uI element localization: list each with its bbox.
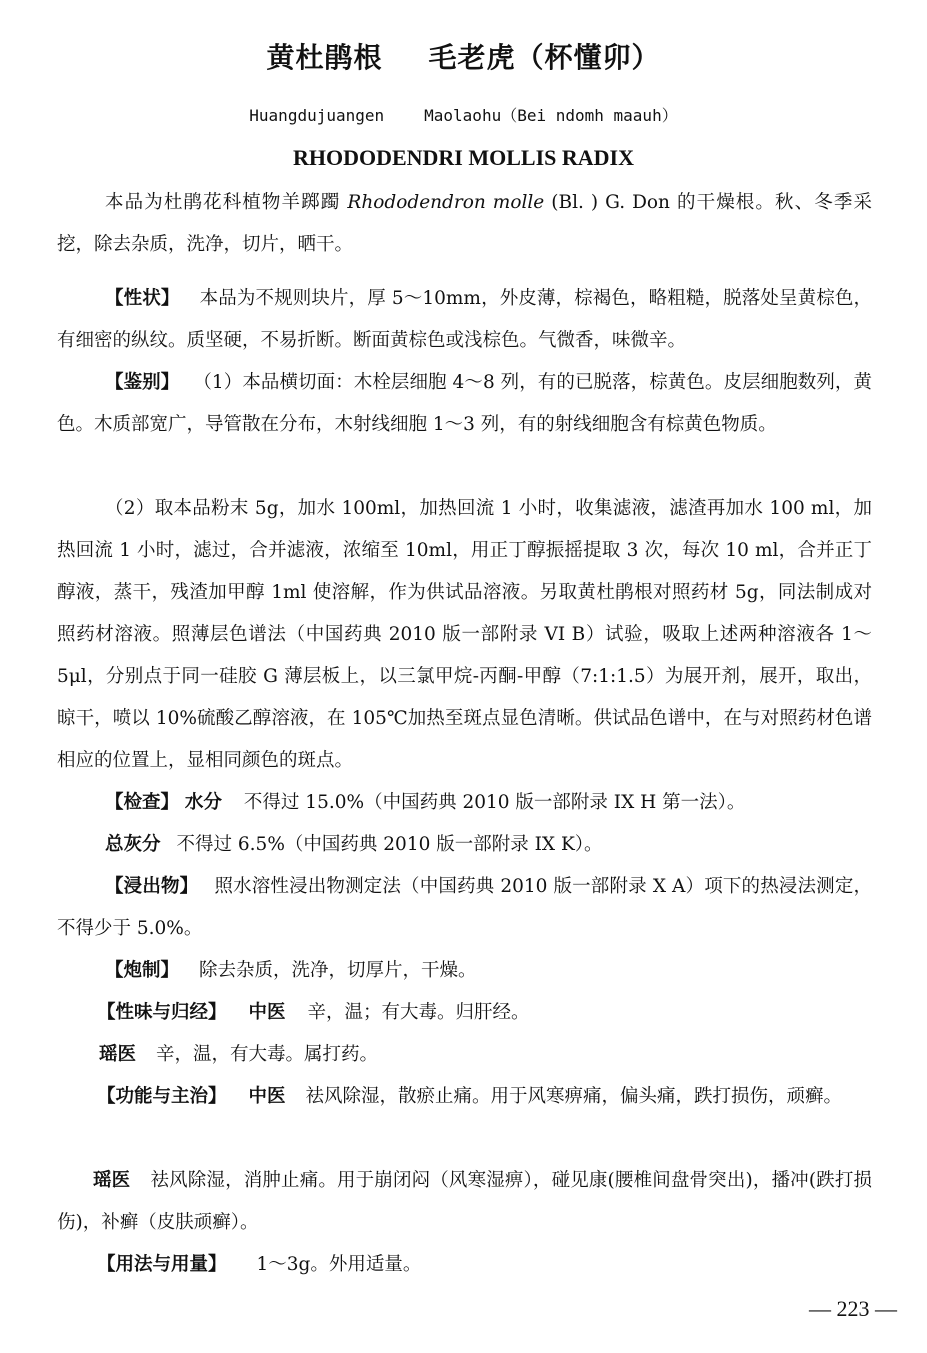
usage-paragraph bbox=[57, 1244, 872, 1286]
extract-text: 照水溶性浸出物测定法（中国药典 2010 版一部附录 X A）项下的热浸法测定，不得少于 5.0%。 bbox=[57, 876, 872, 939]
extract-paragraph bbox=[57, 866, 872, 950]
function-label: 【功能与主治】 bbox=[97, 1086, 227, 1107]
identification-paragraph-2 bbox=[57, 488, 872, 782]
title-pinyin bbox=[0, 103, 927, 126]
properties-paragraph bbox=[57, 278, 872, 362]
intro-text-pre: 本品为杜鹃花科植物羊踯躅 bbox=[105, 192, 348, 213]
properties-text: 本品为不规则块片，厚 5～10mm，外皮薄，棕褐色，略粗糙，脱落处呈黄棕色，有细密的纵纹。质坚硬，不易折断。断面黄棕色或浅棕色。气微香，味微辛。 bbox=[57, 288, 872, 351]
processing-paragraph bbox=[57, 950, 872, 992]
extract-label: 【浸出物】 bbox=[105, 876, 199, 897]
nature-tcm-text: 辛，温；有大毒。归肝经。 bbox=[307, 1002, 530, 1023]
ash-label: 总灰分 bbox=[105, 834, 161, 855]
title-latin: RHODODENDRI MOLLIS RADIX bbox=[292, 145, 635, 170]
intro-paragraph bbox=[57, 182, 872, 266]
function-yao-label: 瑶医 bbox=[93, 1170, 131, 1191]
intro-text-post: (Bl. ) G. Don 的干燥根。秋、冬季采挖，除去杂质，洗净，切片，晒干。 bbox=[57, 192, 872, 255]
processing-label: 【炮制】 bbox=[105, 960, 180, 981]
identification-label: 【鉴别】 bbox=[105, 372, 180, 393]
nature-yao-label: 瑶医 bbox=[99, 1044, 137, 1065]
herb-name-cn: 黄杜鹃根 bbox=[266, 41, 383, 74]
species-name: Rhododendron molle bbox=[347, 192, 545, 213]
function-paragraph bbox=[57, 1076, 872, 1118]
yao-name-cn: 毛老虎（杯懂卯） bbox=[428, 41, 661, 74]
function-yao-text: 祛风除湿，消肿止痛。用于崩闭闷（风寒湿痹），碰见康(腰椎间盘骨突出)，播冲(跌打损伤)，补癣（皮肤顽癣）。 bbox=[57, 1170, 872, 1233]
ash-paragraph bbox=[57, 824, 872, 866]
usage-label: 【用法与用量】 bbox=[97, 1254, 227, 1275]
identification-paragraph-1 bbox=[57, 362, 872, 446]
nature-yao-text: 辛，温，有大毒。属打药。 bbox=[156, 1044, 379, 1065]
inspection-label: 【检查】 bbox=[105, 792, 180, 813]
page-number: — 223 — bbox=[809, 1296, 897, 1321]
function-tcm-text: 祛风除湿，散瘀止痛。用于风寒痹痛，偏头痛，跌打损伤，顽癣。 bbox=[305, 1086, 843, 1107]
nature-tcm-label: 中医 bbox=[248, 1002, 286, 1023]
herb-name-pinyin: Huangdujuangen bbox=[249, 106, 385, 125]
processing-text: 除去杂质，洗净，切厚片，干燥。 bbox=[199, 960, 477, 981]
nature-paragraph bbox=[57, 992, 872, 1034]
properties-label: 【性状】 bbox=[105, 288, 180, 309]
moisture-label: 水分 bbox=[184, 792, 222, 813]
inspection-paragraph bbox=[57, 782, 872, 824]
function-yao-paragraph bbox=[57, 1160, 872, 1244]
yao-name-pinyin: Maolaohu（Bei ndomh maauh） bbox=[424, 106, 678, 125]
nature-label: 【性味与归经】 bbox=[97, 1002, 227, 1023]
function-tcm-label: 中医 bbox=[248, 1086, 286, 1107]
identification-text-2: （2）取本品粉末 5g，加水 100ml，加热回流 1 小时，收集滤液，滤渣再加水 100 ml，加热回流 1 小时，滤过，合并滤液，浓缩至 10ml，用正丁醇振摇提取 3 次，每次 10 ml，合并正丁醇液，蒸干，残渣加甲醇 1ml 使溶解，作为供试品溶液。另取黄杜鹃根对照药材 5g，同法制成对照药材溶液。照薄层色谱法（中国药典 2010 版一部附录 VI B）试验，吸取上述两种溶液各 1～5μl，分别点于同一硅胶 G 薄层板上，以三氯甲烷-丙酮-甲醇（7:1:1.5）为展开剂，展开，取出，晾干，喷以 10%硫酸乙醇溶液，在 105℃加热至斑点显色清晰。供试品色谱中，在与对照药材色谱相应的位置上，显相同颜色的斑点。 bbox=[57, 498, 872, 771]
ash-text: 不得过 6.5%（中国药典 2010 版一部附录 IX K）。 bbox=[176, 834, 603, 855]
moisture-text: 不得过 15.0%（中国药典 2010 版一部附录 IX H 第一法）。 bbox=[243, 792, 746, 813]
identification-text-1: （1）本品横切面：木栓层细胞 4～8 列，有的已脱落，棕黄色。皮层细胞数列，黄色。木质部宽广，导管散在分布，木射线细胞 1～3 列，有的射线细胞含有棕黄色物质。 bbox=[57, 372, 872, 435]
usage-text: 1～3g。外用适量。 bbox=[256, 1254, 422, 1275]
title-chinese bbox=[0, 36, 927, 76]
nature-yao-paragraph bbox=[57, 1034, 872, 1076]
